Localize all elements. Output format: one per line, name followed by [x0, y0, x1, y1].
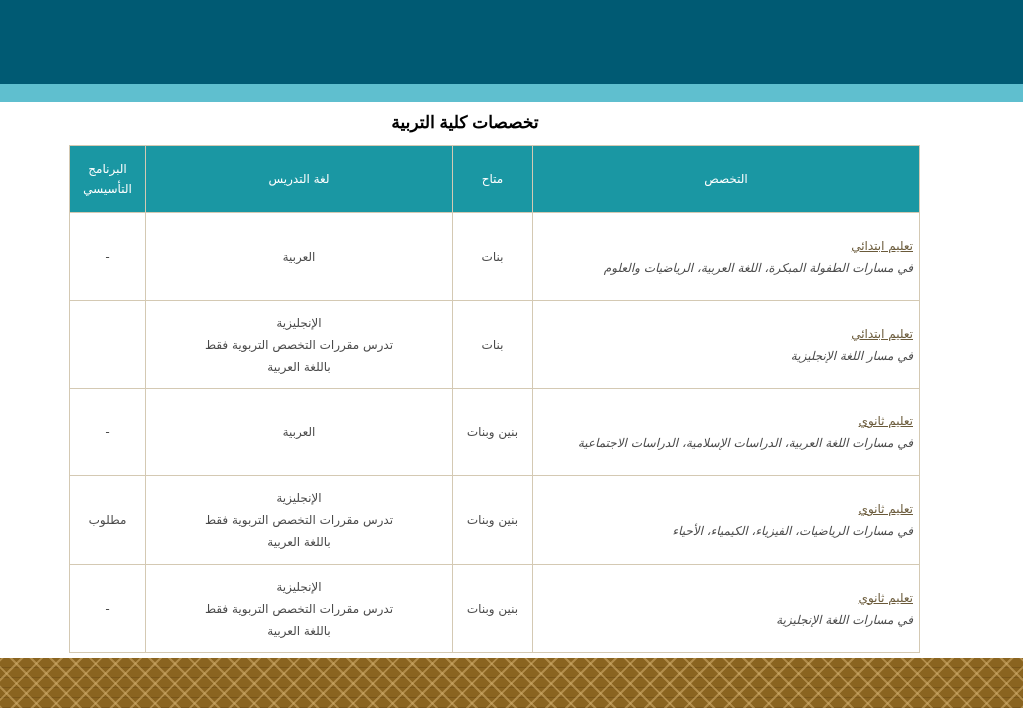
language-cell: [146, 301, 453, 389]
language-note: باللغة العربية: [267, 535, 331, 549]
available-cell: بنات: [453, 301, 533, 389]
specialization-title: تعليم ثانوي: [858, 502, 913, 516]
language-line: الإنجليزية: [276, 491, 322, 505]
decorative-pattern-band: [0, 658, 1023, 708]
foundation-cell: -: [70, 565, 146, 653]
table-row: [70, 565, 920, 653]
language-line: العربية: [282, 425, 316, 439]
header-foundation: البرنامج التأسيسي: [70, 146, 146, 213]
specialization-cell: [533, 476, 920, 565]
table-row: [70, 389, 920, 476]
specialization-description: في مسارات اللغة الإنجليزية: [776, 612, 913, 627]
top-banner: [0, 0, 1023, 84]
specialization-description: في مسار اللغة الإنجليزية: [790, 348, 913, 363]
table-row: [70, 213, 920, 301]
language-line: الإنجليزية: [276, 579, 322, 594]
available-cell: بنين وبنات: [453, 389, 533, 476]
page-title: تخصصات كلية التربية: [391, 113, 539, 132]
specialization-description: في مسارات الطفولة المبكرة، اللغة العربية، الرياضيات والعلوم: [603, 260, 913, 275]
table-row: [70, 476, 920, 565]
foundation-cell: [70, 301, 146, 389]
language-note: تدرس مقررات التخصص التربوية فقط: [204, 601, 394, 616]
language-note: تدرس مقررات التخصص التربوية فقط: [204, 337, 394, 352]
header-available: متاح: [453, 146, 533, 213]
specialization-cell: [533, 565, 920, 653]
language-cell: [146, 213, 453, 301]
language-line: الإنجليزية: [276, 315, 322, 330]
language-cell: [146, 389, 453, 476]
language-cell: [146, 476, 453, 565]
specialization-cell: [533, 301, 920, 389]
language-note: تدرس مقررات التخصص التربوية فقط: [204, 513, 394, 527]
available-cell: بنين وبنات: [453, 565, 533, 653]
foundation-cell: -: [70, 389, 146, 476]
specialization-title: تعليم ابتدائي: [851, 326, 913, 341]
language-note: باللغة العربية: [267, 623, 331, 638]
specialization-cell: [533, 389, 920, 476]
language-note: باللغة العربية: [267, 359, 331, 374]
specialization-description: في مسارات اللغة العربية، الدراسات الإسلامية، الدراسات الاجتماعية: [577, 436, 913, 450]
header-language: لغة التدريس: [146, 146, 453, 213]
specialization-cell: [533, 213, 920, 301]
foundation-cell: مطلوب: [70, 476, 146, 565]
specialization-title: تعليم ثانوي: [858, 414, 913, 428]
language-cell: [146, 565, 453, 653]
specialization-title: تعليم ثانوي: [858, 590, 913, 605]
specialization-description: في مسارات الرياضيات، الفيزياء، الكيمياء، الأحياء: [672, 524, 913, 538]
accent-stripe: [0, 84, 1023, 102]
available-cell: بنين وبنات: [453, 476, 533, 565]
language-line: العربية: [282, 249, 316, 264]
table-header-row: [70, 146, 920, 213]
specialization-title: تعليم ابتدائي: [851, 238, 913, 253]
header-specialization: التخصص: [533, 146, 920, 213]
specializations-table: [69, 145, 920, 653]
foundation-cell: -: [70, 213, 146, 301]
available-cell: بنات: [453, 213, 533, 301]
table-row: [70, 301, 920, 389]
